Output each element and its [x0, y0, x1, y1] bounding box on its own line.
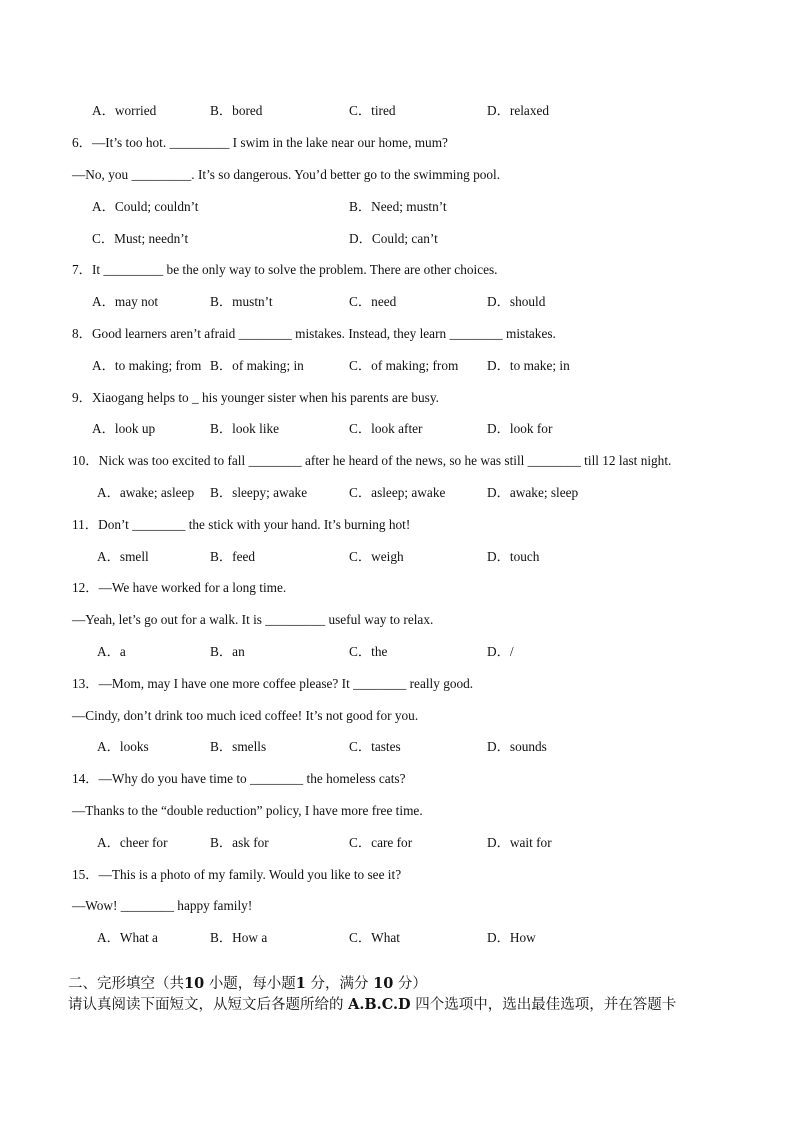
option-c[interactable]: C．look after	[349, 421, 423, 436]
option-c[interactable]: C．What	[349, 930, 400, 945]
option-d[interactable]: D．to make; in	[487, 358, 570, 373]
q9-options	[0, 421, 793, 437]
option-c[interactable]: C．tastes	[349, 739, 401, 754]
option-a[interactable]: A．may not	[92, 294, 159, 309]
question-9-stem: 9．Xiaogang helps to _ his younger sister when his parents are busy.	[72, 390, 439, 405]
option-a[interactable]: A．Could; couldn’t	[92, 199, 199, 214]
q5-options	[0, 103, 793, 119]
option-b[interactable]: B．of making; in	[210, 358, 304, 373]
q7-options	[0, 294, 793, 310]
option-b[interactable]: B．ask for	[210, 835, 269, 850]
option-a[interactable]: A．looks	[97, 739, 149, 754]
option-c[interactable]: C．asleep; awake	[349, 485, 446, 500]
option-d[interactable]: D．sounds	[487, 739, 547, 754]
option-a[interactable]: A．smell	[97, 549, 149, 564]
option-d[interactable]: D．touch	[487, 549, 540, 564]
question-10-stem: 10．Nick was too excited to fall ________ after he heard of the news, so he was still ________ till 12 last night.	[72, 453, 672, 468]
option-b[interactable]: B．sleepy; awake	[210, 485, 308, 500]
question-14-stem: 14．—Why do you have time to ________ the homeless cats?	[72, 771, 406, 786]
option-a[interactable]: A．cheer for	[97, 835, 168, 850]
q14-options	[0, 835, 793, 851]
option-d[interactable]: D．wait for	[487, 835, 552, 850]
question-14-reply: —Thanks to the “double reduction” policy, I have more free time.	[72, 803, 423, 818]
section-2-heading: 二、完形填空（共10 小题，每小题1 分，满分 10 分）	[68, 975, 427, 992]
option-a[interactable]: A．worried	[92, 103, 157, 118]
option-b[interactable]: B．look like	[210, 421, 280, 436]
q12-options	[0, 644, 793, 660]
option-c[interactable]: C．need	[349, 294, 397, 309]
option-c[interactable]: C．care for	[349, 835, 413, 850]
option-b[interactable]: B．How a	[210, 930, 268, 945]
question-8-stem: 8．Good learners aren’t afraid ________ mistakes. Instead, they learn ________ mistakes.	[72, 326, 556, 341]
q10-options	[0, 485, 793, 501]
question-6-reply: —No, you _________. It’s so dangerous. You’d better go to the swimming pool.	[72, 167, 501, 182]
option-d[interactable]: D．look for	[487, 421, 553, 436]
q6-options-row1	[0, 199, 793, 215]
option-a[interactable]: A．a	[97, 644, 126, 659]
q6-options-row2	[0, 231, 793, 247]
option-b[interactable]: B．an	[210, 644, 245, 659]
option-a[interactable]: A．What a	[97, 930, 158, 945]
option-d[interactable]: D．should	[487, 294, 546, 309]
q8-options	[0, 358, 793, 374]
option-b[interactable]: B．Need; mustn’t	[349, 199, 447, 214]
option-b[interactable]: B．mustn’t	[210, 294, 273, 309]
option-d[interactable]: D．awake; sleep	[487, 485, 579, 500]
option-d[interactable]: D．relaxed	[487, 103, 550, 118]
option-b[interactable]: B．feed	[210, 549, 256, 564]
option-d[interactable]: D．How	[487, 930, 536, 945]
option-c[interactable]: C．weigh	[349, 549, 404, 564]
question-11-stem: 11．Don’t ________ the stick with your hand. It’s burning hot!	[72, 517, 411, 532]
question-12-reply: —Yeah, let’s go out for a walk. It is _________ useful way to relax.	[72, 612, 434, 627]
question-13-stem: 13．—Mom, may I have one more coffee please? It ________ really good.	[72, 676, 474, 691]
option-c[interactable]: C．the	[349, 644, 388, 659]
option-b[interactable]: B．bored	[210, 103, 263, 118]
question-15-stem: 15．—This is a photo of my family. Would you like to see it?	[72, 867, 402, 882]
option-a[interactable]: A．to making; from	[92, 358, 202, 373]
option-a[interactable]: A．look up	[92, 421, 156, 436]
section-2-instructions: 请认真阅读下面短文，从短文后各题所给的 A.B.C.D 四个选项中，选出最佳选项，并在答题卡	[68, 996, 677, 1013]
q15-options	[0, 930, 793, 946]
option-c[interactable]: C．of making; from	[349, 358, 459, 373]
option-c[interactable]: C．Must; needn’t	[92, 231, 189, 246]
q11-options	[0, 549, 793, 565]
question-12-stem: 12．—We have worked for a long time.	[72, 580, 287, 595]
question-15-reply: —Wow! ________ happy family!	[72, 898, 253, 913]
option-d[interactable]: D．/	[487, 644, 514, 659]
question-7-stem: 7．It _________ be the only way to solve the problem. There are other choices.	[72, 262, 498, 277]
question-6-stem: 6．—It’s too hot. _________ I swim in the lake near our home, mum?	[72, 135, 448, 150]
option-b[interactable]: B．smells	[210, 739, 267, 754]
option-a[interactable]: A．awake; asleep	[97, 485, 195, 500]
option-d[interactable]: D．Could; can’t	[349, 231, 438, 246]
option-c[interactable]: C．tired	[349, 103, 396, 118]
question-13-reply: —Cindy, don’t drink too much iced coffee! It’s not good for you.	[72, 708, 419, 723]
q13-options	[0, 739, 793, 755]
